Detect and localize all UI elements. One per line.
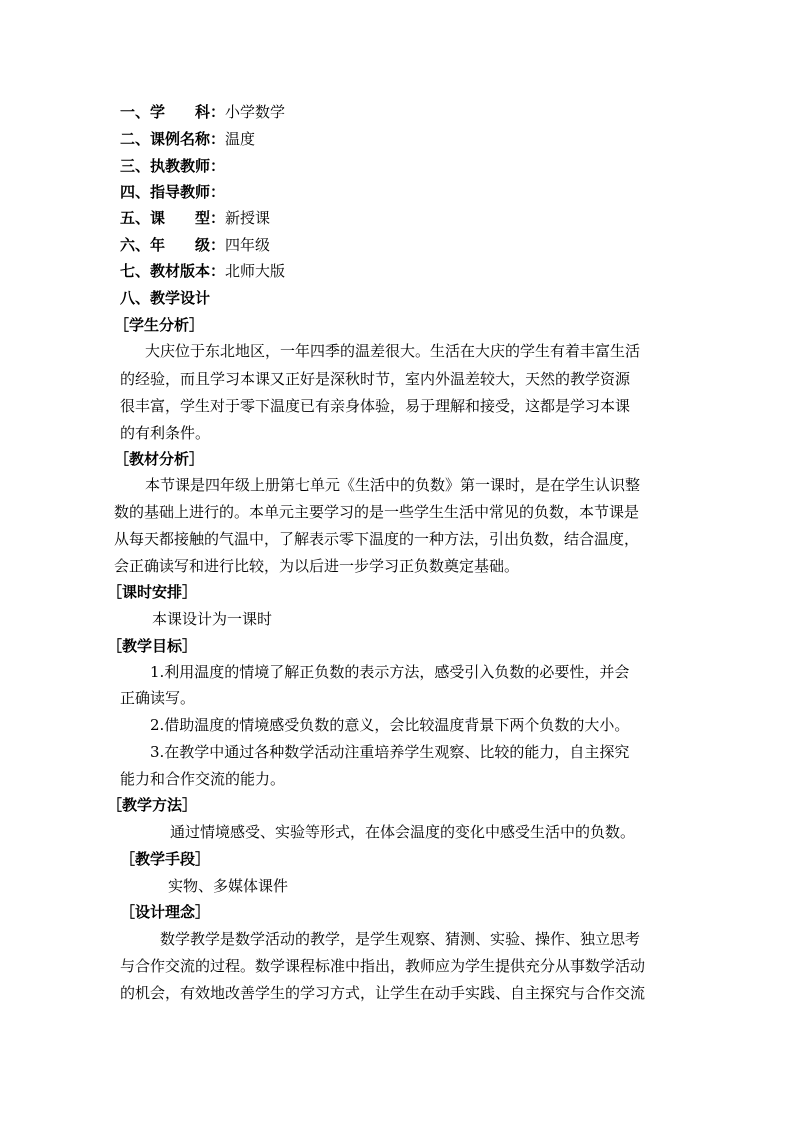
student-analysis-line: 的有利条件。: [120, 424, 211, 442]
student-analysis-line: 很丰富，学生对于零下温度已有亲身体验，易于理解和接受，这都是学习本课: [120, 397, 631, 415]
goal-line: 能力和合作交流的能力。: [120, 770, 286, 788]
goal-line: 1.利用温度的情境了解正负数的表示方法，感受引入负数的必要性，并会: [150, 663, 630, 681]
goal-line: 3.在教学中通过各种数学活动注重培养学生观察、比较的能力，自主探究: [150, 743, 630, 761]
goal-line: 正确读写。: [120, 689, 196, 707]
info-lesson-type: 五、课 型：新授课: [120, 209, 271, 227]
heading-method: ［教学方法］: [107, 796, 198, 814]
heading-concept: ［设计理念］: [120, 903, 211, 921]
textbook-analysis-line: 数的基础上进行的。本单元主要学习的是一些学生生活中常见的负数，本节课是: [114, 503, 640, 521]
heading-student-analysis: ［学生分析］: [114, 316, 205, 334]
textbook-analysis-line: 本节课是四年级上册第七单元《生活中的负数》第一课时，是在学生认识整: [145, 476, 641, 494]
concept-line: 与合作交流的过程。数学课程标准中指出，教师应为学生提供充分从事数学活动: [120, 957, 646, 975]
info-design-heading: 八、教学设计: [120, 289, 211, 307]
method-line: 通过情境感受、实验等形式，在体会温度的变化中感受生活中的负数。: [170, 823, 636, 841]
concept-line: 数学教学是数学活动的教学，是学生观察、猜测、实验、操作、独立思考: [160, 930, 641, 948]
student-analysis-line: 大庆位于东北地区，一年四季的温差很大。生活在大庆的学生有着丰富生活: [145, 342, 641, 360]
info-edition: 七、教材版本：北师大版: [120, 262, 286, 280]
heading-means: ［教学手段］: [120, 850, 211, 868]
schedule-line: 本课设计为一课时: [152, 610, 273, 628]
heading-schedule: ［课时安排］: [107, 583, 198, 601]
student-analysis-line: 的经验，而且学习本课又正好是深秋时节，室内外温差较大，天然的教学资源: [120, 370, 631, 388]
info-advisor: 四、指导教师：: [120, 183, 226, 201]
textbook-analysis-line: 会正确读写和进行比较，为以后进一步学习正负数奠定基础。: [114, 557, 520, 575]
heading-textbook-analysis: ［教材分析］: [114, 450, 205, 468]
info-grade: 六、年 级：四年级: [120, 236, 271, 254]
heading-goals: ［教学目标］: [107, 637, 198, 655]
goal-line: 2.借助温度的情境感受负数的意义，会比较温度背景下两个负数的大小。: [150, 716, 630, 734]
textbook-analysis-line: 从每天都接触的气温中，了解表示零下温度的一种方法，引出负数，结合温度，: [114, 530, 640, 548]
info-lesson-name: 二、课例名称：温度: [120, 130, 256, 148]
info-subject: 一、学 科：小学数学: [120, 103, 286, 121]
means-line: 实物、多媒体课件: [168, 877, 289, 895]
info-teacher: 三、执教教师：: [120, 157, 226, 175]
concept-line: 的机会，有效地改善学生的学习方式，让学生在动手实践、自主探究与合作交流: [120, 984, 646, 1002]
